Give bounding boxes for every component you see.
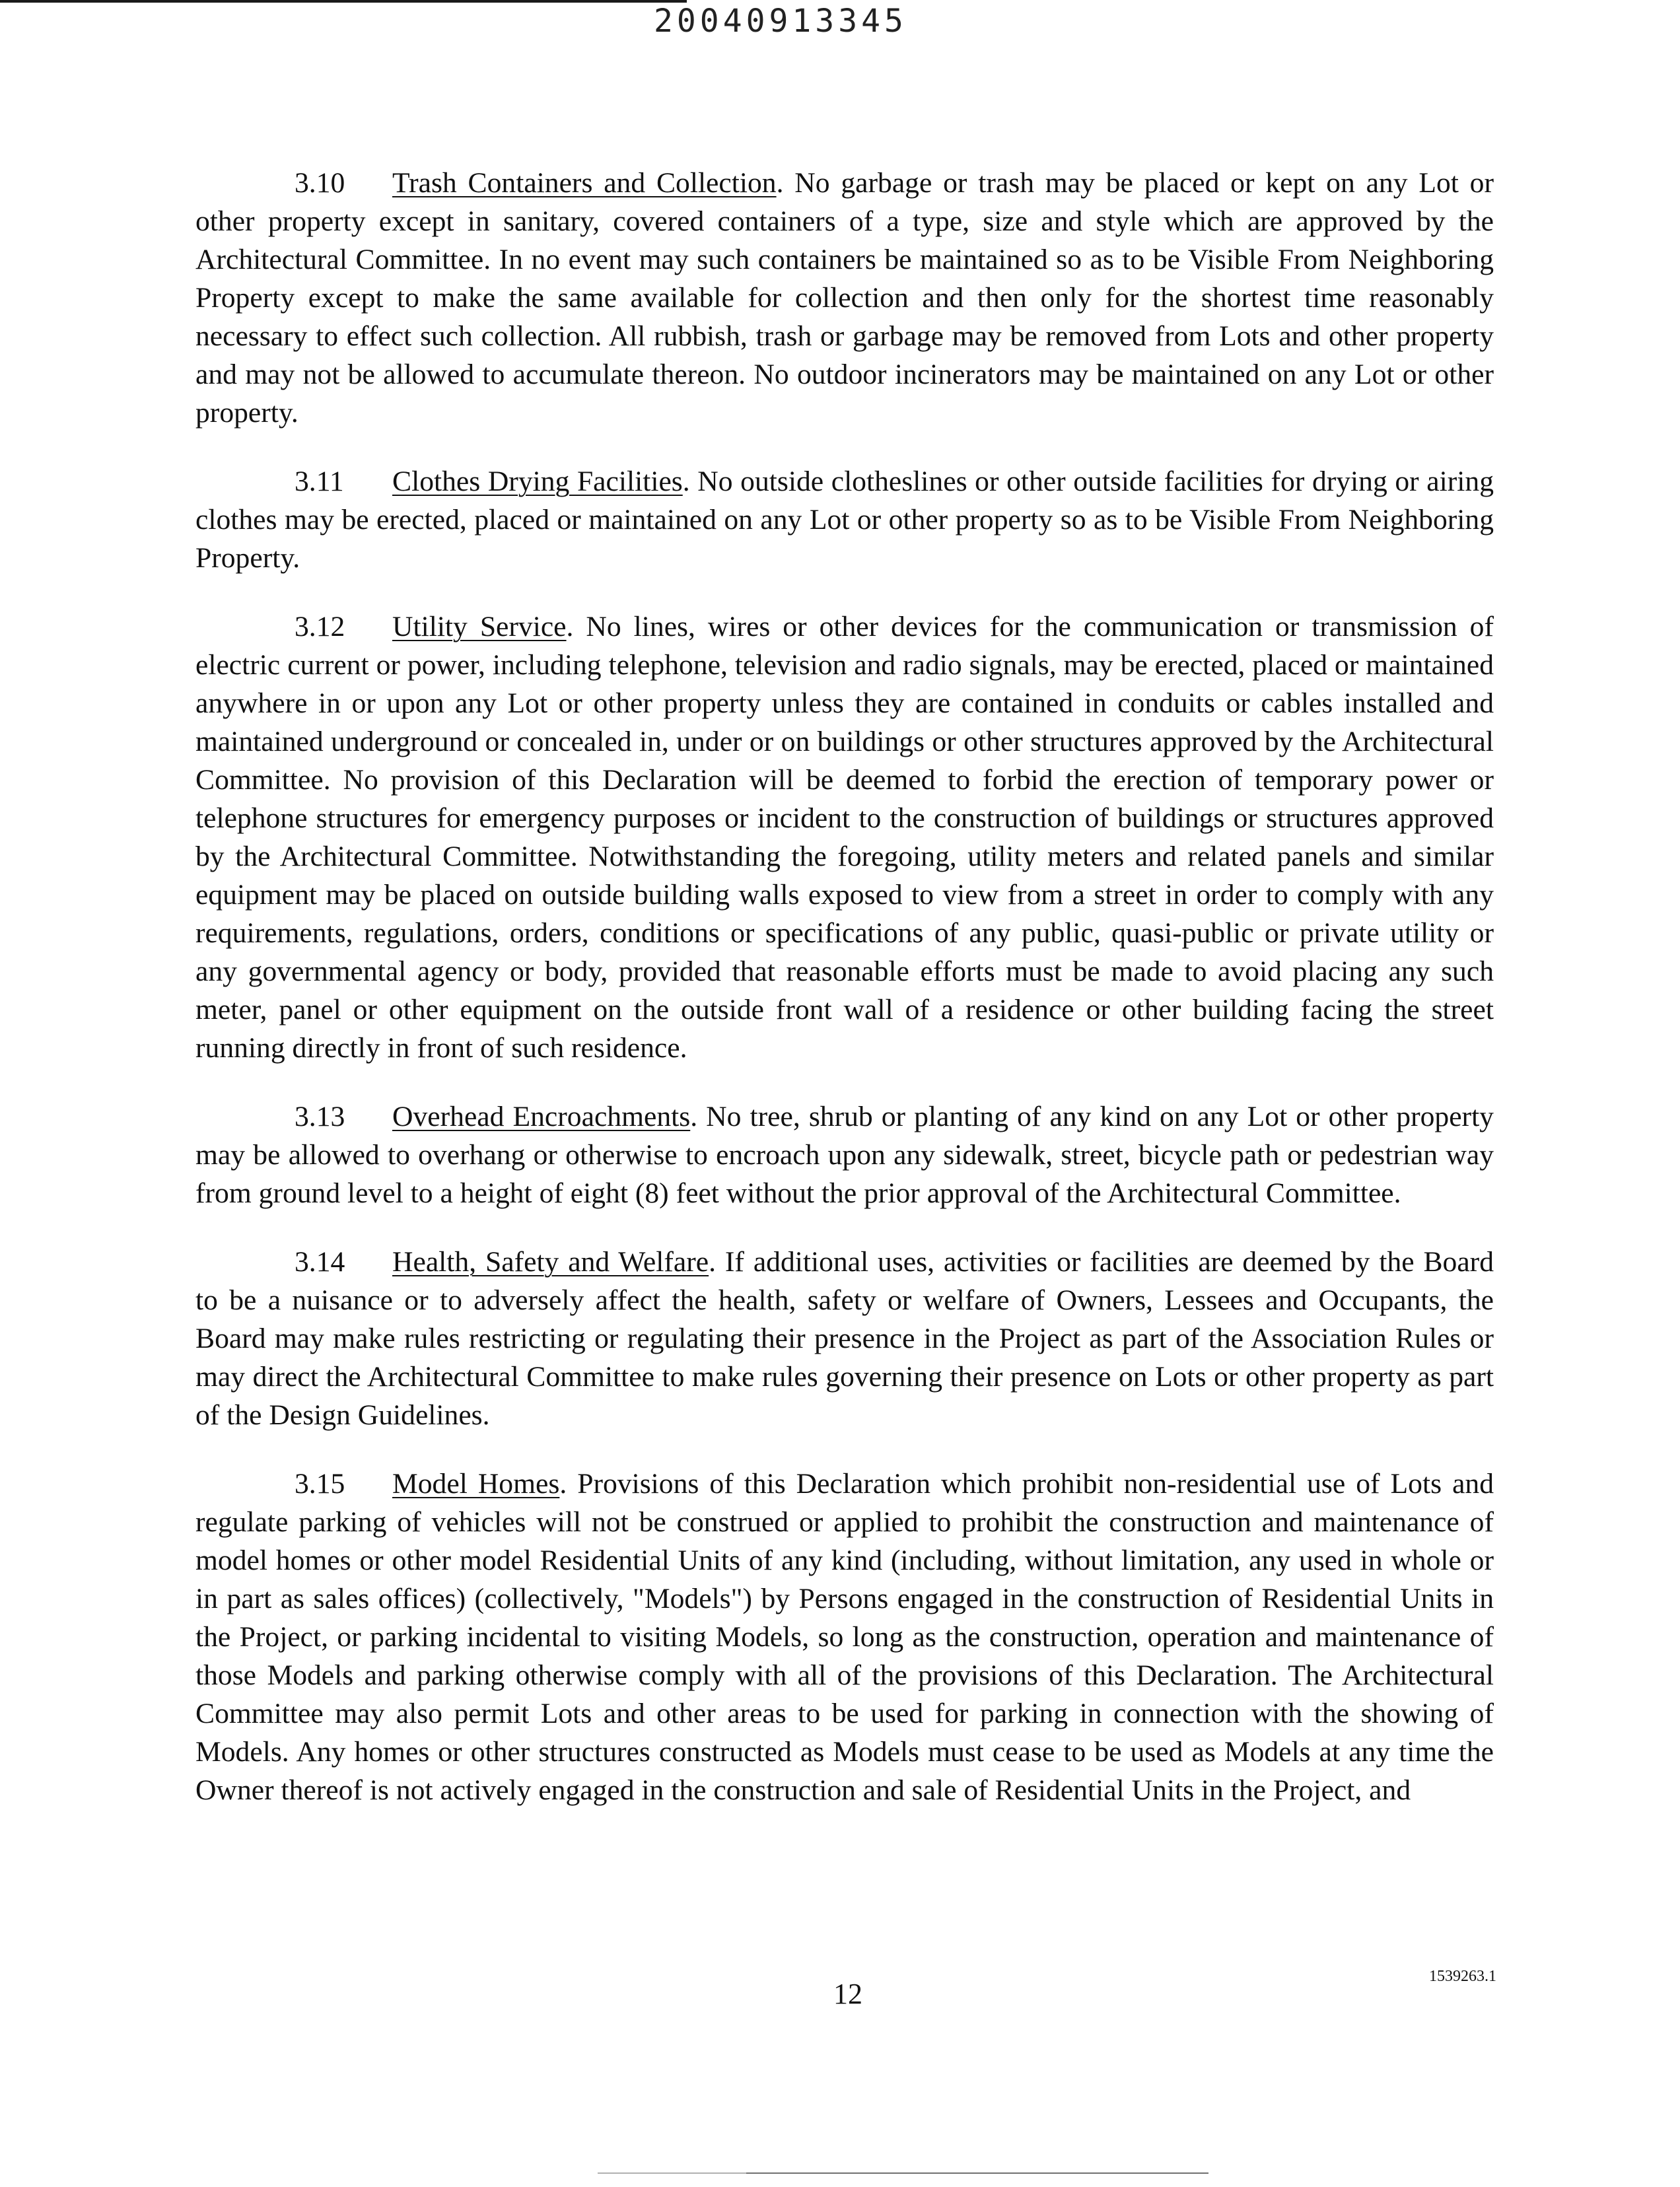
section-3-12 [195, 608, 1494, 1067]
section-text: . Provisions of this Declaration which prohibit non-residential use of Lots and regulate parking of vehicles will not be construed or applied to prohibit the construction and maintenance of model homes or other model Residential Units of any kind (including, without limitation, any used in whole or in part as sales offices) (collectively, "Models") by Persons engaged in the construction of Residential Units in the Project, or parking incidental to visiting Models, so long as the construction, operation and maintenance of those Models and parking otherwise comply with all of the provisions of this Declaration. The Architectural Committee may also permit Lots and other areas to be used for parking in connection with the showing of Models. Any homes or other structures constructed as Models must cease to be used as Models at any time the Owner thereof is not actively engaged in the construction and sale of Residential Units in the Project, and [195, 1468, 1494, 1806]
section-text: . No lines, wires or other devices for the communication or transmission of electric current or power, including telephone, television and radio signals, may be erected, placed or maintained anywhere in or upon any Lot or other property unless they are contained in conduits or cables installed and maintained underground or concealed in, under or on buildings or other structures approved by the Architectural Committee. No provision of this Declaration will be deemed to forbid the erection of temporary power or telephone structures for emergency purposes or incident to the construction of buildings or structures approved by the Architectural Committee. Notwithstanding the foregoing, utility meters and related panels and similar equipment may be placed on outside building walls exposed to view from a street in order to comply with any requirements, regulations, orders, conditions or specifications of any public, quasi-public or private utility or any governmental agency or body, provided that reasonable efforts must be made to avoid placing any such meter, panel or other equipment on the outside front wall of a residence or other building facing the street running directly in front of such residence. [195, 611, 1494, 1064]
top-rule [0, 0, 687, 3]
section-3-10 [195, 164, 1494, 432]
section-heading: Utility Service [392, 611, 567, 642]
section-heading: Model Homes [392, 1468, 560, 1500]
section-3-13 [195, 1097, 1494, 1212]
section-heading: Health, Safety and Welfare [392, 1246, 709, 1278]
bottom-scan-rule-dark [746, 2172, 1208, 2174]
section-heading: Overhead Encroachments [392, 1101, 691, 1132]
section-number: 3.12 [295, 611, 345, 642]
section-text: . No tree, shrub or planting of any kind on any Lot or other property may be allowed to overhang or otherwise to encroach upon any sidewalk, street, bicycle path or pedestrian way from ground level to a height of eight (8) feet without the prior approval of the Architectural Committee. [195, 1101, 1494, 1209]
recording-number: 20040913345 [654, 3, 907, 40]
section-number: 3.15 [295, 1468, 345, 1500]
page-number: 12 [833, 1978, 862, 2010]
section-3-14 [195, 1243, 1494, 1434]
section-text: . No outside clotheslines or other outside facilities for drying or airing clothes may be erected, placed or maintained on any Lot or other property so as to be Visible From Neighboring Property. [195, 466, 1494, 574]
section-number: 3.13 [295, 1101, 345, 1132]
section-heading: Clothes Drying Facilities [392, 466, 683, 497]
section-text: . No garbage or trash may be placed or kept on any Lot or other property except in sanitary, covered containers of a type, size and style which are approved by the Architectural Committee. In no event may such containers be maintained so as to be Visible From Neighboring Property except to make the same available for collection and then only for the shortest time reasonably necessary to effect such collection. All rubbish, trash or garbage may be removed from Lots and other property and may not be allowed to accumulate thereon. No outdoor incinerators may be maintained on any Lot or other property. [195, 167, 1494, 429]
document-body [195, 164, 1494, 1840]
section-text: . If additional uses, activities or facilities are deemed by the Board to be a nuisance or to adversely affect the health, safety or welfare of Owners, Lessees and Occupants, the Board may make rules restricting or regulating their presence in the Project as part of the Association Rules or may direct the Architectural Committee to make rules governing their presence on Lots or other property as part of the Design Guidelines. [195, 1246, 1494, 1431]
section-3-15 [195, 1465, 1494, 1809]
document-id: 1539263.1 [1429, 1968, 1496, 1985]
section-heading: Trash Containers and Collection [392, 167, 777, 199]
section-number: 3.14 [295, 1246, 345, 1278]
section-number: 3.10 [295, 167, 345, 199]
section-3-11 [195, 462, 1494, 577]
section-number: 3.11 [295, 466, 344, 497]
